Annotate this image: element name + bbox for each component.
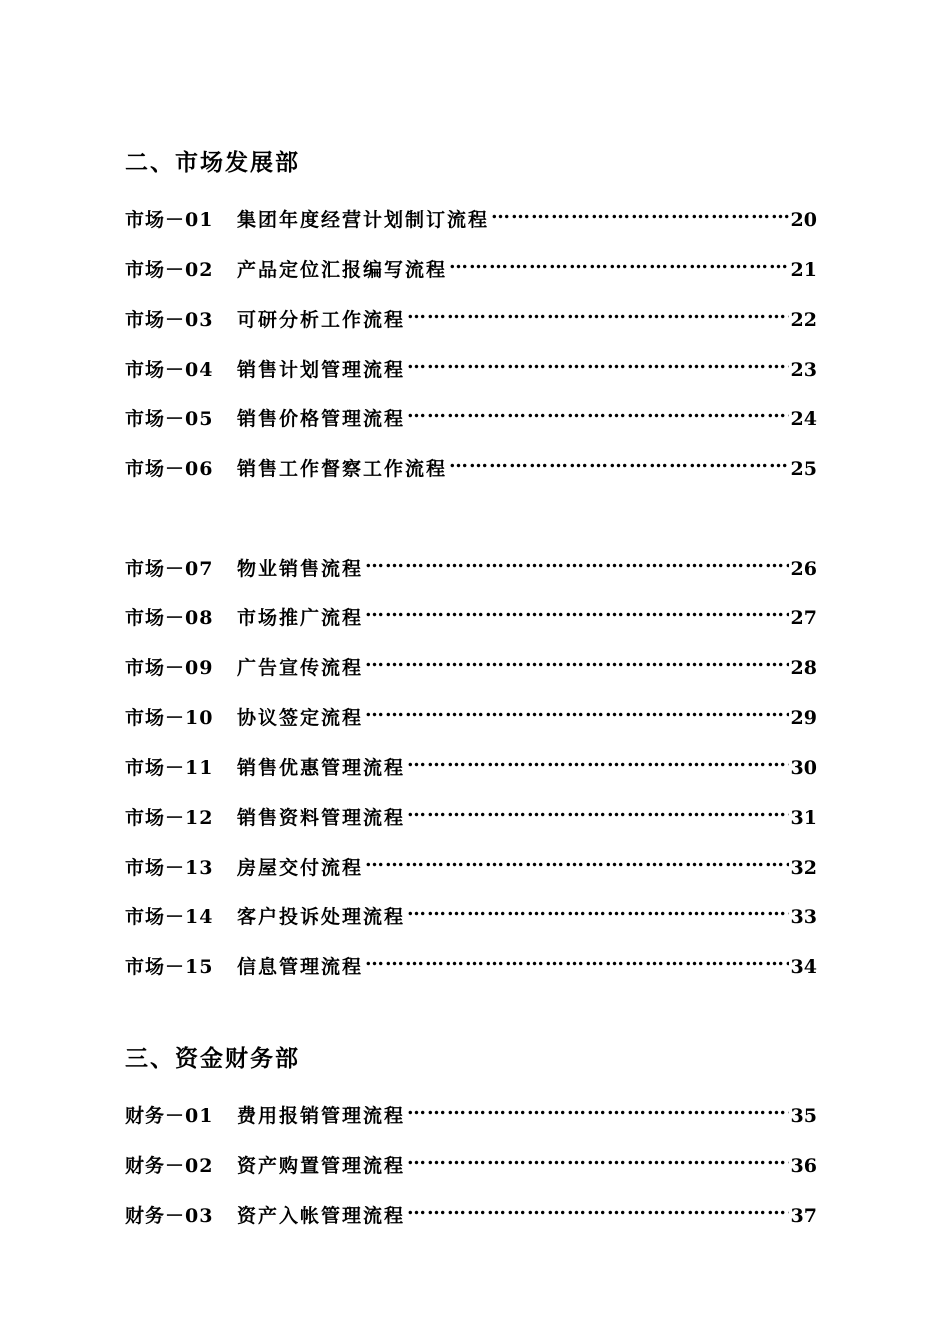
entry-page-number: 27	[790, 607, 817, 629]
entry-page-number: 37	[790, 1205, 817, 1227]
entry-title: 信息管理流程	[237, 956, 364, 978]
entry-title: 房屋交付流程	[237, 857, 364, 879]
entry-title: 集团年度经营计划制订流程	[237, 209, 490, 231]
dot-leader	[365, 945, 789, 973]
entry-title: 广告宣传流程	[237, 657, 364, 679]
toc-entry[interactable]	[125, 646, 817, 679]
entry-page-number: 22	[790, 309, 817, 331]
entry-title: 销售资料管理流程	[237, 807, 406, 829]
toc-entry[interactable]	[125, 846, 817, 879]
toc-entry[interactable]	[125, 746, 817, 779]
entry-page-number: 32	[790, 857, 817, 879]
entry-code: 财务－03	[125, 1205, 214, 1227]
entry-code: 市场－06	[125, 458, 214, 480]
entry-code: 市场－11	[125, 757, 214, 779]
entry-title: 物业销售流程	[237, 558, 364, 580]
toc-entry[interactable]	[125, 596, 817, 629]
dot-leader	[491, 198, 789, 226]
dot-leader	[449, 248, 789, 276]
toc-entry[interactable]	[125, 796, 817, 829]
entry-title: 产品定位汇报编写流程	[237, 259, 448, 281]
entry-code: 市场－09	[125, 657, 214, 679]
toc-entry[interactable]	[125, 298, 817, 331]
dot-leader	[365, 596, 789, 624]
toc-entry[interactable]	[125, 1194, 817, 1227]
entry-code: 市场－03	[125, 309, 214, 331]
toc-entry[interactable]	[125, 447, 817, 480]
toc-entry[interactable]	[125, 1094, 817, 1127]
entry-page-number: 31	[790, 807, 817, 829]
dot-leader	[407, 895, 789, 923]
entry-code: 市场－10	[125, 707, 214, 729]
entry-title: 可研分析工作流程	[237, 309, 406, 331]
entry-code: 市场－07	[125, 558, 214, 580]
toc-entry[interactable]	[125, 696, 817, 729]
section-heading-finance: 三、资金财务部	[125, 1045, 300, 1072]
dot-leader	[407, 397, 789, 425]
entry-page-number: 33	[790, 906, 817, 928]
toc-entry[interactable]	[125, 1144, 817, 1177]
toc-entry[interactable]	[125, 945, 817, 978]
entry-code: 市场－14	[125, 906, 214, 928]
toc-entry[interactable]	[125, 895, 817, 928]
entry-code: 市场－04	[125, 359, 214, 381]
dot-leader	[407, 298, 789, 326]
entry-title: 销售价格管理流程	[237, 408, 406, 430]
entry-title: 销售计划管理流程	[237, 359, 406, 381]
dot-leader	[407, 746, 789, 774]
dot-leader	[365, 547, 789, 575]
section-heading-market: 二、市场发展部	[125, 149, 300, 176]
dot-leader	[407, 796, 789, 824]
toc-entry[interactable]	[125, 348, 817, 381]
dot-leader	[365, 646, 789, 674]
entry-title: 销售优惠管理流程	[237, 757, 406, 779]
entry-page-number: 35	[790, 1105, 817, 1127]
dot-leader	[407, 1094, 789, 1122]
entry-code: 市场－08	[125, 607, 214, 629]
dot-leader	[365, 846, 789, 874]
entry-page-number: 23	[790, 359, 817, 381]
entry-page-number: 29	[790, 707, 817, 729]
entry-code: 市场－05	[125, 408, 214, 430]
entry-page-number: 25	[790, 458, 817, 480]
entry-page-number: 28	[790, 657, 817, 679]
toc-entry[interactable]	[125, 198, 817, 231]
entry-page-number: 24	[790, 408, 817, 430]
entry-title: 销售工作督察工作流程	[237, 458, 448, 480]
entry-title: 资产入帐管理流程	[237, 1205, 406, 1227]
entry-page-number: 36	[790, 1155, 817, 1177]
entry-title: 费用报销管理流程	[237, 1105, 406, 1127]
dot-leader	[365, 696, 789, 724]
entry-code: 财务－02	[125, 1155, 214, 1177]
dot-leader	[407, 1194, 789, 1222]
entry-code: 财务－01	[125, 1105, 214, 1127]
toc-entry[interactable]	[125, 547, 817, 580]
toc-entry[interactable]	[125, 248, 817, 281]
entry-code: 市场－15	[125, 956, 214, 978]
entry-code: 市场－12	[125, 807, 214, 829]
entry-code: 市场－01	[125, 209, 214, 231]
entry-code: 市场－13	[125, 857, 214, 879]
entry-title: 市场推广流程	[237, 607, 364, 629]
entry-code: 市场－02	[125, 259, 214, 281]
entry-title: 资产购置管理流程	[237, 1155, 406, 1177]
entry-page-number: 26	[790, 558, 817, 580]
entry-title: 客户投诉处理流程	[237, 906, 406, 928]
entry-title: 协议签定流程	[237, 707, 364, 729]
dot-leader	[407, 348, 789, 376]
dot-leader	[407, 1144, 789, 1172]
toc-entry[interactable]	[125, 397, 817, 430]
entry-page-number: 34	[790, 956, 817, 978]
entry-page-number: 20	[790, 209, 817, 231]
dot-leader	[449, 447, 789, 475]
entry-page-number: 21	[790, 259, 817, 281]
entry-page-number: 30	[790, 757, 817, 779]
